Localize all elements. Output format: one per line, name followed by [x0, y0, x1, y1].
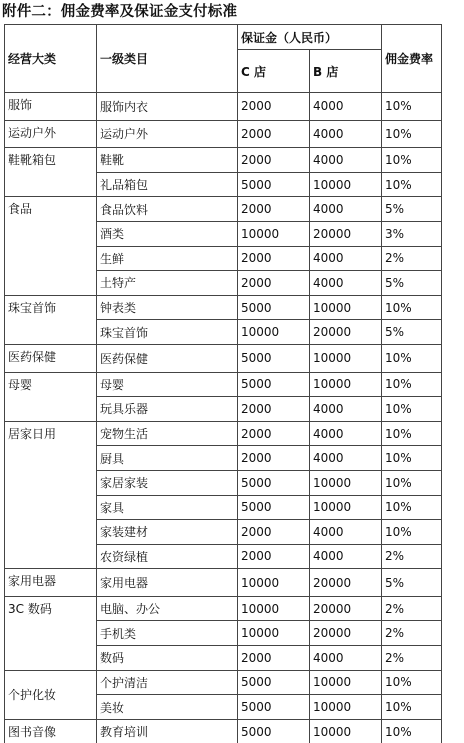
b-store-cell: 4000	[310, 520, 382, 545]
c-store-cell: 5000	[238, 495, 310, 520]
subcategory-cell: 土特产	[97, 271, 238, 296]
category-cell: 珠宝首饰	[5, 295, 97, 344]
rate-cell: 10%	[382, 695, 442, 720]
header-deposit: 保证金（人民币）	[238, 25, 382, 50]
c-store-cell: 2000	[238, 446, 310, 471]
table-row	[5, 93, 442, 121]
subcategory-cell: 美妆	[97, 695, 238, 720]
subcategory-cell: 酒类	[97, 221, 238, 246]
b-store-cell: 4000	[310, 197, 382, 222]
rate-cell: 10%	[382, 120, 442, 148]
subcategory-cell: 教育培训	[97, 719, 238, 743]
subcategory-cell: 家装建材	[97, 520, 238, 545]
table-row	[5, 569, 442, 597]
rate-cell: 10%	[382, 172, 442, 197]
rate-cell: 5%	[382, 569, 442, 597]
c-store-cell: 2000	[238, 544, 310, 569]
rate-cell: 10%	[382, 295, 442, 320]
category-cell: 3C 数码	[5, 596, 97, 670]
rate-cell: 2%	[382, 544, 442, 569]
table-row	[5, 120, 442, 148]
c-store-cell: 5000	[238, 695, 310, 720]
rate-cell: 5%	[382, 320, 442, 345]
subcategory-cell: 农资绿植	[97, 544, 238, 569]
rate-cell: 10%	[382, 397, 442, 422]
c-store-cell: 5000	[238, 719, 310, 743]
subcategory-cell: 母婴	[97, 372, 238, 397]
rate-cell: 10%	[382, 372, 442, 397]
rate-cell: 3%	[382, 221, 442, 246]
subcategory-cell: 服饰内衣	[97, 93, 238, 121]
c-store-cell: 2000	[238, 646, 310, 671]
category-cell: 母婴	[5, 372, 97, 421]
b-store-cell: 4000	[310, 93, 382, 121]
rate-cell: 10%	[382, 148, 442, 173]
b-store-cell: 10000	[310, 344, 382, 372]
b-store-cell: 20000	[310, 320, 382, 345]
header-c-store: C 店	[238, 50, 310, 93]
table-row	[5, 295, 442, 320]
subcategory-cell: 钟表类	[97, 295, 238, 320]
subcategory-cell: 宠物生活	[97, 421, 238, 446]
rate-cell: 5%	[382, 197, 442, 222]
b-store-cell: 4000	[310, 421, 382, 446]
b-store-cell: 4000	[310, 148, 382, 173]
c-store-cell: 2000	[238, 93, 310, 121]
b-store-cell: 20000	[310, 221, 382, 246]
subcategory-cell: 家用电器	[97, 569, 238, 597]
rate-cell: 2%	[382, 596, 442, 621]
rate-cell: 2%	[382, 621, 442, 646]
category-cell: 家用电器	[5, 569, 97, 597]
table-row	[5, 596, 442, 621]
rate-cell: 10%	[382, 495, 442, 520]
c-store-cell: 5000	[238, 344, 310, 372]
c-store-cell: 10000	[238, 596, 310, 621]
c-store-cell: 5000	[238, 372, 310, 397]
table-row	[5, 344, 442, 372]
c-store-cell: 2000	[238, 120, 310, 148]
b-store-cell: 10000	[310, 719, 382, 743]
b-store-cell: 10000	[310, 295, 382, 320]
b-store-cell: 4000	[310, 120, 382, 148]
rate-cell: 10%	[382, 93, 442, 121]
subcategory-cell: 礼品箱包	[97, 172, 238, 197]
b-store-cell: 4000	[310, 397, 382, 422]
subcategory-cell: 家具	[97, 495, 238, 520]
category-cell: 服饰	[5, 93, 97, 121]
subcategory-cell: 家居家装	[97, 470, 238, 495]
rate-cell: 10%	[382, 421, 442, 446]
c-store-cell: 10000	[238, 221, 310, 246]
rate-cell: 10%	[382, 470, 442, 495]
header-category: 经营大类	[5, 25, 97, 93]
subcategory-cell: 厨具	[97, 446, 238, 471]
category-cell: 个护化妆	[5, 670, 97, 719]
c-store-cell: 10000	[238, 320, 310, 345]
c-store-cell: 5000	[238, 295, 310, 320]
b-store-cell: 10000	[310, 372, 382, 397]
c-store-cell: 2000	[238, 246, 310, 271]
subcategory-cell: 个护清洁	[97, 670, 238, 695]
subcategory-cell: 食品饮料	[97, 197, 238, 222]
c-store-cell: 10000	[238, 569, 310, 597]
b-store-cell: 4000	[310, 544, 382, 569]
table-row	[5, 148, 442, 173]
c-store-cell: 2000	[238, 421, 310, 446]
commission-table	[4, 24, 442, 743]
subcategory-cell: 电脑、办公	[97, 596, 238, 621]
c-store-cell: 2000	[238, 271, 310, 296]
c-store-cell: 10000	[238, 621, 310, 646]
subcategory-cell: 数码	[97, 646, 238, 671]
category-cell: 医药保健	[5, 344, 97, 372]
c-store-cell: 2000	[238, 520, 310, 545]
b-store-cell: 10000	[310, 695, 382, 720]
header-rate: 佣金费率	[382, 25, 442, 93]
b-store-cell: 4000	[310, 646, 382, 671]
c-store-cell: 2000	[238, 397, 310, 422]
header-subcategory: 一级类目	[97, 25, 238, 93]
table-row	[5, 421, 442, 446]
header-b-store: B 店	[310, 50, 382, 93]
b-store-cell: 10000	[310, 470, 382, 495]
c-store-cell: 5000	[238, 470, 310, 495]
c-store-cell: 5000	[238, 670, 310, 695]
subcategory-cell: 玩具乐器	[97, 397, 238, 422]
rate-cell: 2%	[382, 246, 442, 271]
category-cell: 食品	[5, 197, 97, 295]
b-store-cell: 10000	[310, 172, 382, 197]
b-store-cell: 10000	[310, 495, 382, 520]
category-cell: 图书音像	[5, 719, 97, 743]
table-row	[5, 670, 442, 695]
category-cell: 鞋靴箱包	[5, 148, 97, 197]
b-store-cell: 10000	[310, 670, 382, 695]
rate-cell: 10%	[382, 670, 442, 695]
b-store-cell: 4000	[310, 246, 382, 271]
subcategory-cell: 鞋靴	[97, 148, 238, 173]
b-store-cell: 20000	[310, 569, 382, 597]
rate-cell: 10%	[382, 446, 442, 471]
category-cell: 居家日用	[5, 421, 97, 569]
subcategory-cell: 珠宝首饰	[97, 320, 238, 345]
subcategory-cell: 生鲜	[97, 246, 238, 271]
b-store-cell: 4000	[310, 446, 382, 471]
rate-cell: 10%	[382, 719, 442, 743]
c-store-cell: 5000	[238, 172, 310, 197]
table-row	[5, 372, 442, 397]
rate-cell: 5%	[382, 271, 442, 296]
c-store-cell: 2000	[238, 197, 310, 222]
page-title: 附件二：佣金费率及保证金支付标准	[2, 4, 238, 20]
rate-cell: 10%	[382, 520, 442, 545]
subcategory-cell: 手机类	[97, 621, 238, 646]
b-store-cell: 20000	[310, 621, 382, 646]
table-row	[5, 719, 442, 743]
table-row	[5, 197, 442, 222]
rate-cell: 2%	[382, 646, 442, 671]
c-store-cell: 2000	[238, 148, 310, 173]
subcategory-cell: 医药保健	[97, 344, 238, 372]
category-cell: 运动户外	[5, 120, 97, 148]
b-store-cell: 20000	[310, 596, 382, 621]
b-store-cell: 4000	[310, 271, 382, 296]
subcategory-cell: 运动户外	[97, 120, 238, 148]
rate-cell: 10%	[382, 344, 442, 372]
